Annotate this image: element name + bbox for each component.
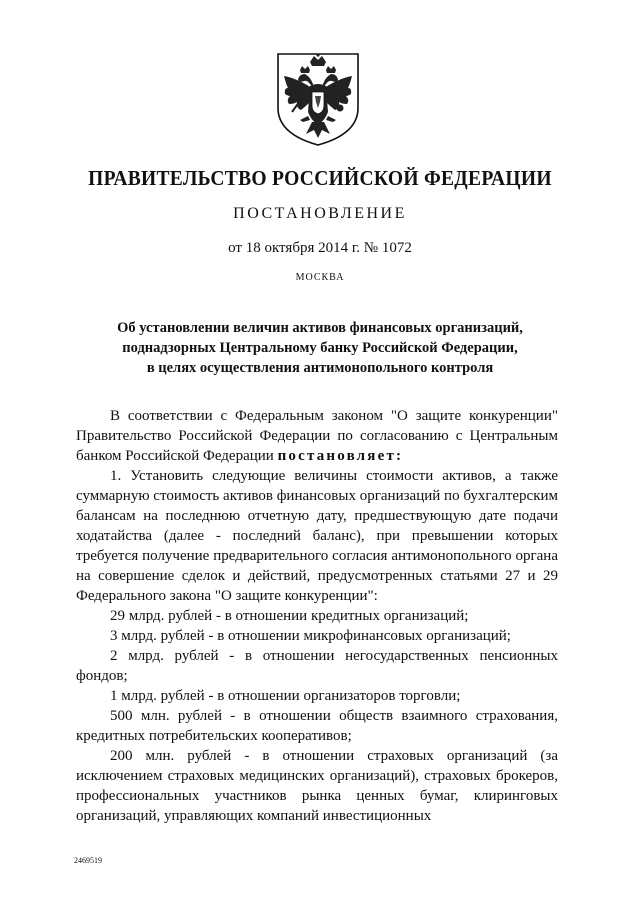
paragraph-1: 1. Установить следующие величины стоимости активов, а также суммарную стоимость активов финансовых организаций по бухгалтерским балансам на последнюю отчетную дату, предшествующую дате подачи ходатайства (далее - последний баланс), при превышении которых требуется получение предварительного согласия антимонопольного органа на совершение сделок и действий, предусмотренных статьями 27 и 29 Федерального закона "О защите конкуренции": [76,468,558,604]
heading-line-3: в целях осуществления антимонопольного контроля [146,360,494,376]
document-city: МОСКВА [295,272,345,283]
paragraph-mutual-insurance: 500 млн. рублей - в отношении обществ взаимного страхования, кредитных потребительских кооперативов; [76,708,558,744]
heading-line-1: Об установлении величин активов финансовых организаций, [117,320,523,336]
document-type: ПОСТАНОВЛЕНИЕ [233,205,407,222]
document-date-number: от 18 октября 2014 г. № 1072 [228,240,412,256]
paragraph-credit-orgs: 29 млрд. рублей - в отношении кредитных организаций; [110,608,469,624]
government-title: ПРАВИТЕЛЬСТВО РОССИЙСКОЙ ФЕДЕРАЦИИ [88,166,552,190]
paragraph-microfinance: 3 млрд. рублей - в отношении микрофинансовых организаций; [110,628,511,644]
intro-paragraph [76,406,558,466]
intro-text: В соответствии с Федеральным законом "О защите конкуренции" Правительство Российской Федерации по согласованию с Центральным банком Российской Федерации [76,408,558,464]
paragraph-pension-funds: 2 млрд. рублей - в отношении негосударственных пенсионных фондов; [76,648,558,684]
document-code: 2469519 [74,856,102,865]
paragraph-insurance-orgs: 200 млн. рублей - в отношении страховых организаций (за исключением страховых медицинских организаций), страховых брокеров, профессиональных участников рынка ценных бумаг, клиринговых организаций, управляющих компаний инвестиционных [76,748,558,824]
heading-line-2: поднадзорных Центральному банку Российской Федерации, [122,340,518,356]
resolves-word: постановляет: [277,448,404,464]
paragraph-trade-organizers: 1 млрд. рублей - в отношении организаторов торговли; [110,688,461,704]
russian-coat-of-arms-icon [270,50,366,148]
document-body [76,406,558,826]
document-heading [80,318,560,378]
